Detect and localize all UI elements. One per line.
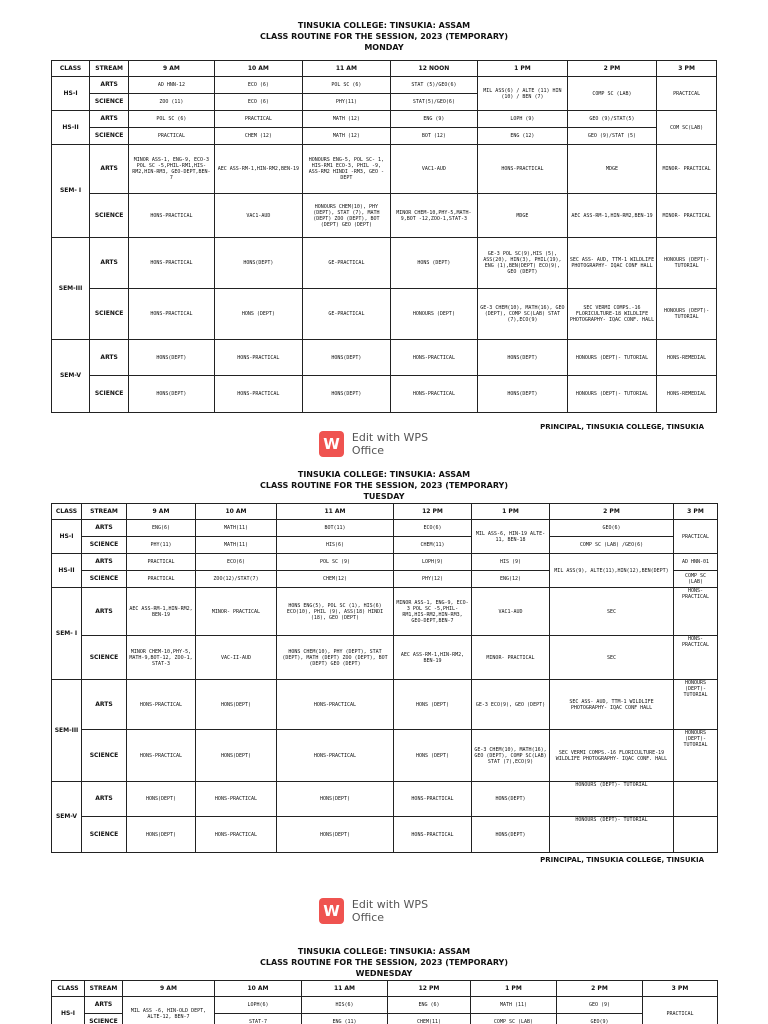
stream-cell: SCIENCE (90, 376, 129, 413)
table-cell: POL SC (6) (129, 111, 214, 128)
table-cell: HONS-PRACTICAL (277, 730, 394, 782)
table-cell: PHY(12) (394, 571, 472, 588)
table-row (52, 194, 717, 238)
table-cell: HONS-PRACTICAL (196, 782, 277, 817)
table-cell: POL SC (6) (303, 77, 391, 94)
table-cell: HONS(DEPT) (196, 730, 277, 782)
routine-title: CLASS ROUTINE FOR THE SESSION, 2023 (TEMPORARY) (259, 958, 509, 967)
table-cell: HONS(DEPT) (277, 817, 394, 853)
table-cell: STAT(5)/GEO(6) (390, 94, 478, 111)
table-cell: AD HNN-01 (674, 554, 718, 571)
table-cell: HONOURS (DEPT)- TUTORIAL (567, 376, 657, 413)
class-cell: HS-I (52, 77, 90, 111)
table-cell: HONS(DEPT) (303, 340, 391, 376)
table-row (52, 145, 717, 194)
table-cell: ECO(6) (196, 554, 277, 571)
table-cell: PRACTICAL (643, 997, 718, 1024)
stream-cell: SCIENCE (90, 194, 129, 238)
table-cell: CHEM(12) (277, 571, 394, 588)
table-cell (674, 817, 718, 853)
table-cell: HONS-PRACTICAL (214, 376, 303, 413)
stream-cell: SCIENCE (82, 817, 127, 853)
table-cell: GE-PRACTICAL (303, 289, 391, 340)
table-cell: HONS-PRACTICAL (674, 588, 718, 636)
stream-cell: ARTS (90, 111, 129, 128)
table-row (52, 554, 718, 571)
table-cell: ECO(6) (394, 520, 472, 537)
table-cell: COMP SC (LAB) /GEO(6) (550, 537, 674, 554)
table-row (52, 730, 718, 782)
column-header: 1 PM (472, 504, 550, 520)
column-header: 2 PM (550, 504, 674, 520)
stream-cell: SCIENCE (90, 128, 129, 145)
table-cell: MINOR CHEM-10,PHY-5,MATH-9,BOT -12,ZOO-1,STAT-3 (390, 194, 478, 238)
table-cell: HONS-PRACTICAL (129, 238, 214, 289)
table-cell: HONS-REMEDIAL (657, 340, 717, 376)
table-cell: GEO(6) (550, 520, 674, 537)
table-cell (674, 782, 718, 817)
stream-cell: SCIENCE (82, 730, 127, 782)
table-cell: HONS-PRACTICAL (390, 340, 478, 376)
stream-cell: ARTS (90, 340, 129, 376)
table-cell: HONS(DEPT) (129, 376, 214, 413)
table-cell: HONOURS (DEPT)- TUTORIAL (550, 817, 674, 853)
column-header: 12 NOON (390, 61, 478, 77)
table-cell: CHEM(11) (388, 1014, 471, 1024)
principal-signature: PRINCIPAL, TINSUKIA COLLEGE, TINSUKIA (540, 856, 704, 864)
day-title: WEDNESDAY (355, 969, 413, 978)
monday-header (0, 20, 768, 53)
column-header: STREAM (82, 504, 127, 520)
table-cell: AEC ASS-RM-1,HIN-RM2, BEN-19 (394, 636, 472, 680)
column-header: CLASS (52, 504, 82, 520)
table-cell: GEO (9)/STAT(5) (567, 111, 657, 128)
stream-cell: ARTS (90, 238, 129, 289)
table-cell: HONS(DEPT) (196, 680, 277, 730)
table-cell: SEC (550, 636, 674, 680)
table-cell: HONS-PRACTICAL (390, 376, 478, 413)
class-cell: SEM- I (52, 145, 90, 238)
column-header: 1 PM (478, 61, 568, 77)
table-cell: SEC ASS- AUD, TTM-1 WILDLIFE PHOTOGRAPHY- IQAC CONF HALL (550, 680, 674, 730)
table-cell: HONOURS (DEPT)- TUTORIAL (550, 782, 674, 817)
table-cell: HONOURS (DEPT)- TUTORIAL (674, 680, 718, 730)
table-cell: HONS (DEPT) (214, 289, 303, 340)
table-cell: HONS(DEPT) (478, 340, 568, 376)
table-cell: AD HNN-12 (129, 77, 214, 94)
table-row (52, 817, 718, 853)
stream-cell: SCIENCE (82, 571, 127, 588)
stream-cell: SCIENCE (82, 537, 127, 554)
table-cell: ECO (6) (214, 94, 303, 111)
table-cell: CHEM (12) (214, 128, 303, 145)
stream-cell: SCIENCE (90, 94, 129, 111)
table-cell: ECO (6) (214, 77, 303, 94)
table-cell: HONS(DEPT) (214, 238, 303, 289)
table-cell: ENG(6) (127, 520, 196, 537)
table-cell: MINOR- PRACTICAL (472, 636, 550, 680)
table-cell: HIS(6) (277, 537, 394, 554)
table-row (52, 588, 718, 636)
column-header: 9 AM (129, 61, 214, 77)
table-row (52, 376, 717, 413)
table-row (52, 340, 717, 376)
table-cell: VAC1-AUD (214, 194, 303, 238)
table-cell: ENG (11) (302, 1014, 388, 1024)
table-row (52, 520, 718, 537)
table-cell: HONS-PRACTICAL (277, 680, 394, 730)
table-cell: HONS-PRACTICAL (478, 145, 568, 194)
day-title: MONDAY (364, 43, 404, 52)
column-header: 9 AM (127, 504, 196, 520)
class-cell: HS-I (52, 997, 85, 1024)
table-cell: MIL ASS -6, HIN-OLD DEPT, ALTE-12, BEN-7 (123, 997, 215, 1024)
wps-logo-icon: W (319, 898, 344, 924)
college-title: TINSUKIA COLLEGE: TINSUKIA: ASSAM (297, 21, 471, 30)
monday-routine-table (51, 60, 717, 413)
column-header: 11 AM (302, 981, 388, 997)
table-cell: PRACTICAL (214, 111, 303, 128)
table-cell: HONS-REMEDIAL (657, 376, 717, 413)
table-cell: HONS-PRACTICAL (127, 680, 196, 730)
column-header: 11 AM (277, 504, 394, 520)
table-cell: HONOURS CHEM(10), PHY (DEPT), STAT (7), MATH (DEPT) ZOO (DEPT), BOT (DEPT) GEO (DEPT) (303, 194, 391, 238)
stream-cell: ARTS (82, 520, 127, 537)
table-cell: HONS(DEPT) (303, 376, 391, 413)
table-cell: GE-3 CHEM(10), MATH(16), GEO (DEPT), COMP SC(LAB) STAT (7),ECO(9) (478, 289, 568, 340)
tuesday-header (0, 469, 768, 502)
wps-edit-banner[interactable] (319, 429, 459, 459)
column-header: 10 AM (215, 981, 302, 997)
table-cell: PHY(11) (127, 537, 196, 554)
table-cell: HONS-PRACTICAL (196, 817, 277, 853)
column-header: 3 PM (674, 504, 718, 520)
table-cell: HONS-PRACTICAL (129, 289, 214, 340)
table-cell: GE-3 POL SC(9),HIS (5), ASS(20), HIN(3), PHIL(19), ENG (1),BEN(DEPT) ECO(9), GEO (DEPT) (478, 238, 568, 289)
table-cell: HONOURS (DEPT)- TUTORIAL (674, 730, 718, 782)
table-cell: HONS CHEM(10), PHY (DEPT), STAT (DEPT), MATH (DEPT) ZOO (DEPT), BOT (DEPT) GEO (DEPT) (277, 636, 394, 680)
table-cell: ENG (6) (388, 997, 471, 1014)
column-header: 2 PM (567, 61, 657, 77)
stream-cell: SCIENCE (82, 636, 127, 680)
table-cell: GEO (9)/STAT (5) (567, 128, 657, 145)
tuesday-routine-table (51, 503, 718, 853)
column-header: 3 PM (643, 981, 718, 997)
column-header: 3 PM (657, 61, 717, 77)
table-cell: STAT (5)/GEO(6) (390, 77, 478, 94)
table-cell: GE-3 CHEM(10), MATH(16), GEO (DEPT), COMP SC(LAB) STAT (7),ECO(9) (472, 730, 550, 782)
table-cell: HONS (DEPT) (394, 680, 472, 730)
table-cell: ENG(12) (472, 571, 550, 588)
table-cell: LOPH(6) (215, 997, 302, 1014)
table-row (52, 289, 717, 340)
table-cell: PRACTICAL (657, 77, 717, 111)
wednesday-header (0, 946, 768, 979)
stream-cell: ARTS (82, 588, 127, 636)
stream-cell: SCIENCE (85, 1014, 123, 1024)
table-cell: MINOR- PRACTICAL (657, 145, 717, 194)
table-cell: MINOR ASS-1, ENG-9, ECO-3 POL SC -5,PHIL-RM1,HIS-RM2,HIN-RM3, GEO-DEPT,BEN-7 (129, 145, 214, 194)
wps-edit-banner[interactable] (319, 896, 459, 926)
table-cell: AEC ASS-RM-1,HIN-RM2,BEN-19 (214, 145, 303, 194)
table-cell: MATH(11) (196, 537, 277, 554)
table-cell: HONS-PRACTICAL (127, 730, 196, 782)
table-cell: BOT (12) (390, 128, 478, 145)
column-header: 10 AM (214, 61, 303, 77)
table-cell: MIL ASS(6) / ALTE (11) HIN (10) / BEN (7) (478, 77, 568, 111)
column-header: 1 PM (471, 981, 557, 997)
column-header: 9 AM (123, 981, 215, 997)
table-cell: HONS-PRACTICAL (394, 782, 472, 817)
table-cell: MINOR CHEM-10,PHY-5, MATH-9,BOT-12, ZOO-1, STAT-3 (127, 636, 196, 680)
table-cell: HONOURS (DEPT) (390, 289, 478, 340)
table-cell: HONS(DEPT) (129, 340, 214, 376)
table-cell: VAC-II-AUD (196, 636, 277, 680)
table-cell: PRACTICAL (127, 554, 196, 571)
table-cell: HONS-PRACTICAL (674, 636, 718, 680)
table-cell: HONS(DEPT) (127, 817, 196, 853)
table-cell: HIS (9) (472, 554, 550, 571)
table-cell: HONOURS (DEPT)- TUTORIAL (567, 340, 657, 376)
table-cell: HONS(DEPT) (277, 782, 394, 817)
table-cell: HONS (DEPT) (394, 730, 472, 782)
table-cell: HONS-PRACTICAL (129, 194, 214, 238)
table-cell: BOT(11) (277, 520, 394, 537)
table-cell: CHEM(11) (394, 537, 472, 554)
stream-cell: ARTS (82, 554, 127, 571)
table-row (52, 77, 717, 94)
column-header: CLASS (52, 61, 90, 77)
table-cell: VAC1-AUD (472, 588, 550, 636)
table-cell: HONOURS (DEPT)- TUTORIAL (657, 289, 717, 340)
class-cell: HS-II (52, 111, 90, 145)
column-header: 12 PM (394, 504, 472, 520)
table-cell: COM SC(LAB) (657, 111, 717, 145)
routine-title: CLASS ROUTINE FOR THE SESSION, 2023 (TEMPORARY) (259, 32, 509, 41)
class-cell: SEM-V (52, 782, 82, 853)
column-header: 10 AM (196, 504, 277, 520)
table-cell: PRACTICAL (674, 520, 718, 554)
college-title: TINSUKIA COLLEGE: TINSUKIA: ASSAM (297, 470, 471, 479)
table-row (52, 128, 717, 145)
table-cell: MATH(11) (196, 520, 277, 537)
table-row (52, 537, 718, 554)
table-cell: STAT-7 (215, 1014, 302, 1024)
routine-title: CLASS ROUTINE FOR THE SESSION, 2023 (TEMPORARY) (259, 481, 509, 490)
table-cell: SEC VERMI COMPS.-16 FLORICULTURE-19 WILDLIFE PHOTOGRAPHY- IQAC CONF. HALL (550, 730, 674, 782)
table-cell: ZOO(12)/STAT(7) (196, 571, 277, 588)
table-cell: SEC ASS- AUD, TTM-1 WILDLIFE PHOTOGRAPHY- IQAC CONF HALL (567, 238, 657, 289)
table-cell: GEO (9) (557, 997, 643, 1014)
column-header: 11 AM (303, 61, 391, 77)
table-row (52, 997, 718, 1014)
wps-logo-icon: W (319, 431, 344, 457)
table-cell: ZOO (11) (129, 94, 214, 111)
class-cell: SEM- I (52, 588, 82, 680)
table-cell: SEC VERMI COMPS.-16 FLORICULTURE-18 WILDLIFE PHOTOGRAPHY- IQAC CONF. HALL (567, 289, 657, 340)
column-header: STREAM (90, 61, 129, 77)
table-cell: PRACTICAL (127, 571, 196, 588)
table-row (52, 636, 718, 680)
table-cell: HONS(DEPT) (472, 817, 550, 853)
column-header: STREAM (85, 981, 123, 997)
class-cell: SEM-III (52, 238, 90, 340)
table-cell: MATH (11) (471, 997, 557, 1014)
table-cell: HONS(DEPT) (127, 782, 196, 817)
table-header-row (52, 981, 718, 997)
table-cell: ENG (9) (390, 111, 478, 128)
table-cell: GE-PRACTICAL (303, 238, 391, 289)
table-cell: COMP SC (LAB) (471, 1014, 557, 1024)
college-title: TINSUKIA COLLEGE: TINSUKIA: ASSAM (297, 947, 471, 956)
table-cell: LOPH(9) (394, 554, 472, 571)
table-cell: MIL ASS-6, HIN-19 ALTE-11, BEN-18 (472, 520, 550, 554)
table-cell: HONS(DEPT) (478, 376, 568, 413)
class-cell: HS-II (52, 554, 82, 588)
table-cell: HONOURS (DEPT)- TUTORIAL (657, 238, 717, 289)
column-header: 2 PM (557, 981, 643, 997)
table-cell: ENG (12) (478, 128, 568, 145)
table-cell: MINOR- PRACTICAL (196, 588, 277, 636)
wps-edit-label: Edit with WPS Office (351, 431, 429, 457)
class-cell: SEM-III (52, 680, 82, 782)
table-row (52, 238, 717, 289)
table-header-row (52, 504, 718, 520)
table-cell: MIL ASS(9), ALTE(11),HIN(12),BEN(DEPT) (550, 554, 674, 588)
table-cell: HONS (DEPT) (390, 238, 478, 289)
table-cell: MATH (12) (303, 128, 391, 145)
wednesday-routine-table (51, 980, 718, 1024)
stream-cell: ARTS (82, 680, 127, 730)
table-cell: PRACTICAL (129, 128, 214, 145)
table-cell: MINOR ASS-1, ENG-9, ECO-3 POL SC -5,PHIL-RM1,HIS-RM2,HIN-RM3, GEO-DEPT,BEN-7 (394, 588, 472, 636)
table-cell: SEC (550, 588, 674, 636)
table-cell: LOPH (9) (478, 111, 568, 128)
table-cell: POL SC (9) (277, 554, 394, 571)
table-cell: MINOR- PRACTICAL (657, 194, 717, 238)
table-cell: AEC ASS-RM-1,HIN-RM2, BEN-19 (127, 588, 196, 636)
table-cell: AEC ASS-RM-1,HIN-RM2,BEN-19 (567, 194, 657, 238)
table-cell: HONS-PRACTICAL (214, 340, 303, 376)
day-title: TUESDAY (363, 492, 405, 501)
table-cell: GE-3 ECO(9), GEO (DEPT) (472, 680, 550, 730)
column-header: 12 PM (388, 981, 471, 997)
table-cell: MATH (12) (303, 111, 391, 128)
table-cell: VAC1-AUD (390, 145, 478, 194)
table-cell: PHY(11) (303, 94, 391, 111)
table-row (52, 782, 718, 817)
table-row (52, 680, 718, 730)
table-cell: GEO(9) (557, 1014, 643, 1024)
table-cell: HONS(DEPT) (472, 782, 550, 817)
stream-cell: ARTS (85, 997, 123, 1014)
table-cell: MDGE (478, 194, 568, 238)
principal-signature: PRINCIPAL, TINSUKIA COLLEGE, TINSUKIA (540, 423, 704, 431)
stream-cell: ARTS (90, 77, 129, 94)
table-row (52, 111, 717, 128)
wps-edit-label: Edit with WPS Office (351, 898, 429, 924)
table-cell: HONOURS ENG-5, POL SC- 1, HIS-RM1 ECO-3, PHIL -9, ASS-RM2 HINDI -RM3, GEO -DEPT (303, 145, 391, 194)
table-header-row (52, 61, 717, 77)
table-cell: COMP SC (LAB) (567, 77, 657, 111)
table-cell: HONS ENG(5), POL SC (1), HIS(6) ECO(10), PHIL (9), ASS(18) HINDI (18), GEO (DEPT) (277, 588, 394, 636)
stream-cell: ARTS (90, 145, 129, 194)
table-cell: MDGE (567, 145, 657, 194)
class-cell: SEM-V (52, 340, 90, 413)
class-cell: HS-I (52, 520, 82, 554)
column-header: CLASS (52, 981, 85, 997)
table-cell: HIS(6) (302, 997, 388, 1014)
stream-cell: SCIENCE (90, 289, 129, 340)
table-cell: COMP SC (LAB) (674, 571, 718, 588)
stream-cell: ARTS (82, 782, 127, 817)
table-cell: HONS-PRACTICAL (394, 817, 472, 853)
